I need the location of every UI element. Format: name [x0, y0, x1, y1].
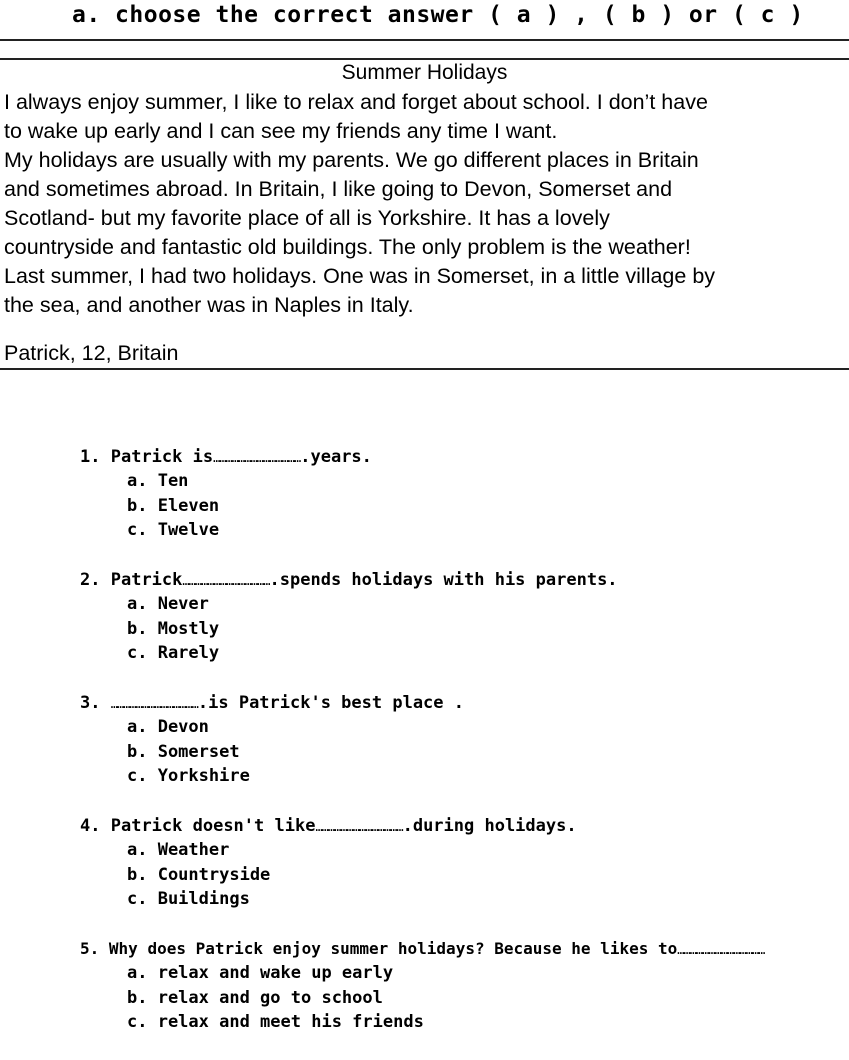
- passage-line: Last summer, I had two holidays. One was in Somerset, in a little village by: [4, 264, 716, 288]
- option-a[interactable]: a. relax and wake up early: [127, 963, 394, 983]
- answer-blank: ……………………………………: [182, 574, 270, 588]
- question-number: 4.: [80, 816, 101, 836]
- option-c[interactable]: c. Buildings: [127, 889, 250, 910]
- option-c[interactable]: c. Yorkshire: [127, 766, 250, 787]
- instruction-heading: a. choose the correct answer ( a ) , ( b ) or ( c ): [72, 2, 804, 28]
- question-number: 2.: [80, 570, 101, 590]
- option-b[interactable]: b. Countryside: [127, 864, 271, 885]
- question-2: [80, 570, 618, 590]
- divider-top: [0, 39, 849, 41]
- question-4-options: [127, 838, 270, 912]
- option-b[interactable]: b. Somerset: [127, 741, 240, 762]
- question-text-after: .during holidays.: [402, 816, 577, 836]
- option-a[interactable]: a. Never: [127, 594, 209, 614]
- question-number: 5.: [80, 939, 100, 958]
- question-number: 3.: [80, 693, 101, 713]
- question-text-before: Patrick is: [110, 447, 214, 467]
- passage-signature: Patrick, 12, Britain: [4, 341, 179, 365]
- question-text-before: Patrick: [110, 570, 183, 590]
- answer-blank: ……………………………………: [315, 820, 403, 834]
- passage-text: [4, 88, 849, 320]
- question-3: [80, 693, 464, 713]
- question-5: [80, 939, 764, 958]
- question-3-options: [127, 715, 250, 789]
- question-number: 1.: [80, 447, 101, 467]
- passage-line: and sometimes abroad. In Britain, I like going to Devon, Somerset and: [4, 177, 673, 201]
- option-c[interactable]: c. relax and meet his friends: [127, 1012, 424, 1033]
- question-text-after: .spends holidays with his parents.: [269, 570, 618, 590]
- question-text-before: Patrick doesn't like: [110, 816, 316, 836]
- question-text-before: Why does Patrick enjoy summer holidays? Because he likes to: [108, 939, 678, 958]
- question-text-after: .years.: [300, 447, 372, 467]
- answer-blank: ……………………………………: [677, 943, 765, 957]
- question-2-options: [127, 592, 219, 666]
- passage-border-bottom: [0, 368, 849, 370]
- passage-line: countryside and fantastic old buildings. The only problem is the weather!: [4, 235, 691, 259]
- passage-line: I always enjoy summer, I like to relax and forget about school. I don’t have: [4, 90, 708, 114]
- passage-line: Scotland- but my favorite place of all is Yorkshire. It has a lovely: [4, 206, 610, 230]
- question-text-after: .is Patrick's best place .: [197, 693, 464, 713]
- option-a[interactable]: a. Weather: [127, 840, 230, 860]
- option-b[interactable]: b. Eleven: [127, 495, 220, 516]
- option-c[interactable]: c. Rarely: [127, 643, 220, 664]
- question-4: [80, 816, 577, 836]
- question-1-options: [127, 469, 219, 543]
- passage-line: to wake up early and I can see my friends any time I want.: [4, 119, 558, 143]
- question-5-options: [127, 961, 424, 1035]
- answer-blank: ……………………………………: [213, 451, 301, 465]
- answer-blank: ……………………………………: [110, 697, 198, 711]
- option-c[interactable]: c. Twelve: [127, 520, 220, 541]
- option-b[interactable]: b. Mostly: [127, 618, 220, 639]
- passage-line: the sea, and another was in Naples in Italy.: [4, 293, 414, 317]
- option-b[interactable]: b. relax and go to school: [127, 987, 383, 1008]
- option-a[interactable]: a. Devon: [127, 717, 209, 737]
- passage-line: My holidays are usually with my parents. We go different places in Britain: [4, 148, 699, 172]
- passage-border-top: [0, 58, 849, 60]
- question-1: [80, 447, 372, 467]
- option-a[interactable]: a. Ten: [127, 471, 189, 491]
- passage-title: Summer Holidays: [341, 61, 508, 84]
